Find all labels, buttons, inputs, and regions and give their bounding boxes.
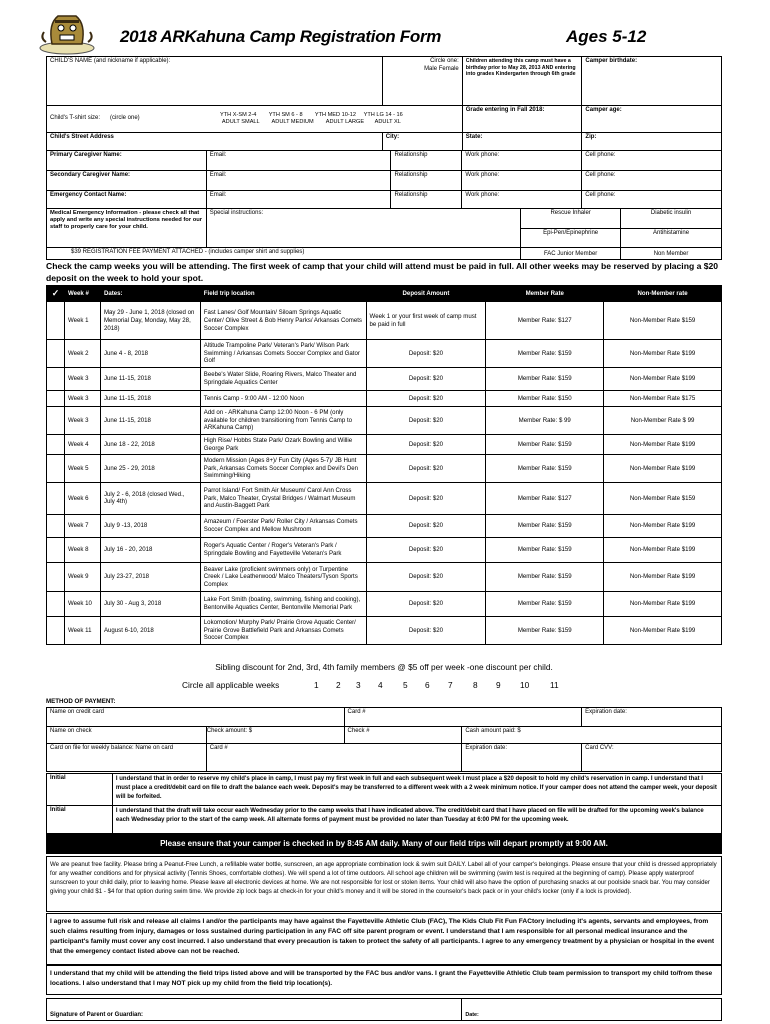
primary-email-field[interactable]: Email: (206, 151, 391, 171)
week-dates: June 4 - 8, 2018 (100, 340, 200, 368)
initial-2-text: I understand that the draft will take occur each Wednesday prior to the camp weeks that I have indicated above. The credit/debit card that I have placed on file will be drafted for the upcoming week's balance each Wednesday prior to the start of the camp week. All alternate forms of payment must be provided no later than Tuesday at 6:00 PM for the upcoming week. (112, 806, 721, 834)
week-dates: July 30 - Aug 3, 2018 (100, 591, 200, 616)
week-checkbox[interactable] (47, 514, 65, 537)
secondary-relationship-field[interactable]: Relationship (391, 171, 462, 191)
primary-work-phone-field[interactable]: Work phone: (462, 151, 582, 171)
transport-permission: I understand that my child will be attending the field trips listed above and will be transported by the FAC bus and/or vans. I grant the Fayetteville Athletic Club team permission to transport my child to/from these locations. I also understand that I may NOT pick up my child from the field trip location(s). (46, 965, 722, 995)
check-number-field[interactable]: Check # (344, 727, 462, 744)
week-row (47, 340, 722, 368)
check-amount-field[interactable]: Check amount: $ (206, 727, 344, 744)
week-row (47, 591, 722, 616)
weeks-table (46, 285, 722, 645)
nonmember-rate: Non-Member Rate $199 (604, 514, 722, 537)
cash-paid-field[interactable]: Cash amount paid: $ (462, 727, 722, 744)
week-checkbox[interactable] (47, 482, 65, 514)
week-checkbox[interactable] (47, 537, 65, 562)
field-trip-location: Beebe's Water Slide, Roaring Rivers, Malco Theater and Springdale Aquatics Center (200, 368, 366, 391)
trip-header: Field trip location (200, 286, 366, 302)
camper-age-field[interactable]: Camper age: (582, 106, 722, 133)
member-rate: Member Rate: $ 99 (486, 407, 604, 435)
week-checkbox[interactable] (47, 562, 65, 591)
signature-field[interactable]: Signature of Parent or Guardian: (47, 999, 462, 1021)
nonmember-rate: Non-Member Rate $ 99 (604, 407, 722, 435)
antihistamine-checkbox[interactable]: Antihistamine (621, 229, 722, 248)
week-row (47, 562, 722, 591)
nonmember-rate: Non-Member Rate $199 (604, 591, 722, 616)
emergency-contact-field[interactable]: Emergency Contact Name: (47, 191, 207, 209)
primary-caregiver-field[interactable]: Primary Caregiver Name: (47, 151, 207, 171)
nonmember-rate: Non-Member Rate $159 (604, 482, 722, 514)
week-header: Week # (64, 286, 100, 302)
nonmember-rate: Non-Member Rate $199 (604, 340, 722, 368)
week-number: Week 6 (64, 482, 100, 514)
diabetic-insulin-checkbox[interactable]: Diabetic insulin (621, 209, 722, 229)
member-rate: Member Rate: $159 (486, 591, 604, 616)
primary-relationship-field[interactable]: Relationship (391, 151, 462, 171)
circle-week-6[interactable]: 6 (425, 680, 430, 690)
nonmember-rate: Non-Member Rate $199 (604, 434, 722, 454)
member-rate: Member Rate: $159 (486, 455, 604, 483)
week-row (47, 616, 722, 644)
signature-table (46, 998, 722, 1021)
nonmember-rate: Non-Member Rate $175 (604, 391, 722, 407)
week-number: Week 9 (64, 562, 100, 591)
week-number: Week 11 (64, 616, 100, 644)
circle-week-2[interactable]: 2 (336, 680, 341, 690)
circle-week-11[interactable]: 11 (550, 680, 559, 690)
week-number: Week 4 (64, 434, 100, 454)
week-dates: May 29 - June 1, 2018 (closed on Memorial Day, Monday, May 28, 2018) (100, 302, 200, 340)
week-row (47, 368, 722, 391)
nonmember-rate: Non-Member Rate $199 (604, 368, 722, 391)
week-number: Week 7 (64, 514, 100, 537)
nonmember-rate: Non-Member Rate $199 (604, 616, 722, 644)
week-dates: June 11-15, 2018 (100, 407, 200, 435)
nonmember-rate-header: Non-Member rate (604, 286, 722, 302)
deposit-amount: Deposit: $20 (366, 537, 486, 562)
field-trip-location: Amazeum / Foerster Park/ Roller City / Arkansas Comets Soccer Complex and Mellow Mushroom (200, 514, 366, 537)
city-field[interactable]: City: (382, 133, 462, 151)
check-name-field[interactable]: Name on check (47, 727, 207, 744)
week-row (47, 302, 722, 340)
primary-cell-phone-field[interactable]: Cell phone: (582, 151, 722, 171)
circle-weeks-label: Circle all applicable weeks (182, 680, 280, 690)
circle-week-3[interactable]: 3 (356, 680, 361, 690)
secondary-caregiver-field[interactable]: Secondary Caregiver Name: (47, 171, 207, 191)
field-trip-location: Tennis Camp - 9:00 AM - 12:00 Noon (200, 391, 366, 407)
week-row (47, 434, 722, 454)
week-dates: June 25 - 29, 2018 (100, 455, 200, 483)
week-checkbox[interactable] (47, 302, 65, 340)
checkin-banner: Please ensure that your camper is checked in by 8:45 AM daily. Many of our field trips will depart promptly at 9:00 AM. (46, 834, 722, 854)
nonmember-rate: Non-Member Rate $199 (604, 537, 722, 562)
deposit-header: Deposit Amount (366, 286, 486, 302)
week-checkbox[interactable] (47, 455, 65, 483)
gender-field[interactable]: Circle one: Male Female (382, 57, 462, 106)
week-instructions: Check the camp weeks you will be attending. The first week of camp that your child will attend must be paid in full. All other weeks may be reserved by placing a $20 deposit on the week to hold your spot. (46, 261, 719, 283)
deposit-amount: Deposit: $20 (366, 391, 486, 407)
age-range: Ages 5-12 (566, 27, 647, 46)
circle-week-8[interactable]: 8 (473, 680, 478, 690)
circle-week-7[interactable]: 7 (448, 680, 453, 690)
dates-header: Dates: (100, 286, 200, 302)
deposit-amount: Deposit: $20 (366, 340, 486, 368)
check-header: ✓ (47, 286, 65, 302)
registration-fee-note: $39 REGISTRATION FEE PAYMENT ATTACHED - (includes camper shirt and supplies) (47, 248, 521, 260)
tiki-mascot-icon (38, 10, 96, 56)
field-trip-location: Altitude Trampoline Park/ Veteran's Park/ Wilson Park Swimming / Arkansas Comets Soccer Complex and Gator Golf (200, 340, 366, 368)
week-dates: June 11-15, 2018 (100, 391, 200, 407)
deposit-amount: Deposit: $20 (366, 368, 486, 391)
cvv-field[interactable]: Card CVV: (582, 744, 722, 772)
initial-1-field[interactable]: Initial (47, 774, 113, 806)
deposit-amount: Deposit: $20 (366, 434, 486, 454)
payment-table (46, 707, 722, 772)
special-instructions-field[interactable]: Special instructions: (206, 209, 520, 248)
non-member-checkbox[interactable]: Non Member (621, 248, 722, 260)
member-rate: Member Rate: $159 (486, 616, 604, 644)
week-checkbox[interactable] (47, 407, 65, 435)
week-number: Week 10 (64, 591, 100, 616)
child-info-table (46, 56, 722, 151)
nonmember-rate: Non-Member Rate $199 (604, 562, 722, 591)
circle-week-1[interactable]: 1 (314, 680, 319, 690)
deposit-amount: Deposit: $20 (366, 407, 486, 435)
member-rate: Member Rate: $159 (486, 434, 604, 454)
week-number: Week 2 (64, 340, 100, 368)
grade-field[interactable]: Grade entering in Fall 2018: (462, 106, 582, 133)
deposit-amount: Deposit: $20 (366, 455, 486, 483)
card-number-field[interactable]: Card # (344, 708, 582, 727)
card-on-file-expiration-field[interactable]: Expiration date: (462, 744, 582, 772)
form-header (0, 4, 770, 56)
week-checkbox[interactable] (47, 391, 65, 407)
week-row (47, 455, 722, 483)
weeks-header-row (47, 286, 722, 302)
liability-waiver: I agree to assume full risk and release all claims I and/or the participants may have against the Fayetteville Athletic Club (FAC), The Kids Club Fit Fun FACtory including it's agents, servants and employees, from such claims resulting from injury, damages or loss sustained during participation in any FAC off site parent program or event. I understand that I am responsible for all personal medical insurance and the participant's family must cover any cost incurred. I also understand that every precaution is taken to protect the safety of all participants. I agree to any emergency treatment by a physician or hospital in the event that the emergency contact listed above can not be reached. (46, 913, 722, 965)
week-checkbox[interactable] (47, 368, 65, 391)
state-field[interactable]: State: (462, 133, 582, 151)
week-number: Week 3 (64, 407, 100, 435)
week-checkbox[interactable] (47, 434, 65, 454)
expiration-field[interactable]: Expiration date: (582, 708, 722, 727)
week-number: Week 1 (64, 302, 100, 340)
payment-method-label: METHOD OF PAYMENT: (46, 698, 116, 705)
deposit-amount: Deposit: $20 (366, 616, 486, 644)
field-trip-location: Modern Mission (Ages 8+)/ Fun City (Ages 5-7)/ JB Hunt Park, Arkansas Comets Soccer Complex and Devil's Den Swimming/Hiking (200, 455, 366, 483)
field-trip-location: Lokomotion/ Murphy Park/ Prairie Grove Aquatic Center/ Prairie Grove Battlefield Park and Arkansas Comets Soccer Complex (200, 616, 366, 644)
initial-1-text: I understand that in order to reserve my child's place in camp, I must pay my first week in full and each subsequent week I must place a $20 deposit to hold my child's reservation in camp. I understand that I must place a credit/debit card on file to draft the balance each week. Deposit's may be transferred to a different week with a 2 week minimum notice. If your camper does not attend the camper week, your deposit will be forfeited. (112, 774, 721, 806)
field-trip-location: Beaver Lake (proficient swimmers only) or Turpentine Creek / Lake Leatherwood/ Malco Theaters/Tyson Sports Complex (200, 562, 366, 591)
child-name-field[interactable]: CHILD'S NAME (and nickname if applicable): (47, 57, 383, 106)
field-trip-location: Roger's Aquatic Center / Roger's Veteran's Park / Springdale Bowling and Fayetteville Veteran's Park (200, 537, 366, 562)
week-number: Week 3 (64, 391, 100, 407)
card-on-file-number-field[interactable]: Card # (206, 744, 462, 772)
secondary-email-field[interactable]: Email: (206, 171, 391, 191)
week-number: Week 8 (64, 537, 100, 562)
initial-2-field[interactable]: Initial (47, 806, 113, 834)
field-trip-location: Add on - ARKahuna Camp 12:00 Noon - 6 PM (only available for children transitioning from Tennis Camp to ARKahuna Camp) (200, 407, 366, 435)
week-dates: August 6-10, 2018 (100, 616, 200, 644)
deposit-amount: Deposit: $20 (366, 482, 486, 514)
member-rate: Member Rate: $127 (486, 302, 604, 340)
emergency-email-field[interactable]: Email: (206, 191, 391, 209)
circle-week-10[interactable]: 10 (520, 680, 530, 690)
address-field[interactable]: Child's Street Address (47, 133, 383, 151)
secondary-cell-phone-field[interactable]: Cell phone: (582, 171, 722, 191)
emergency-relationship-field[interactable]: Relationship (391, 191, 462, 209)
week-number: Week 5 (64, 455, 100, 483)
week-checkbox[interactable] (47, 591, 65, 616)
field-trip-location: Lake Fort Smith (boating, swimming, fishing and cooking), Bentonville Aquatics Center, Bentonville Memorial Park (200, 591, 366, 616)
member-rate: Member Rate: $150 (486, 391, 604, 407)
member-rate: Member Rate: $159 (486, 340, 604, 368)
sibling-discount: Sibling discount for 2nd, 3rd, 4th family members @ $5 off per week -one discount per child. (215, 662, 553, 672)
card-on-file-field[interactable]: Card on file for weekly balance: Name on card (47, 744, 207, 772)
week-dates: June 18 - 22, 2018 (100, 434, 200, 454)
week-row (47, 391, 722, 407)
eligibility-note: Children attending this camp must have a birthday prior to May 28, 2013 AND entering into grades Kindergarten through 6th grade (462, 57, 582, 106)
birthdate-field[interactable]: Camper birthdate: (582, 57, 722, 106)
member-rate-header: Member Rate (486, 286, 604, 302)
nonmember-rate: Non-Member Rate $159 (604, 302, 722, 340)
caregiver-table (46, 150, 722, 209)
circle-week-4[interactable]: 4 (378, 680, 383, 690)
deposit-amount: Deposit: $20 (366, 514, 486, 537)
deposit-amount: Week 1 or your first week of camp must be paid in full (366, 302, 486, 340)
week-dates: July 2 - 6, 2018 (closed Wed., July 4th) (100, 482, 200, 514)
circle-week-5[interactable]: 5 (403, 680, 408, 690)
shirt-size-field[interactable]: Child's T-shirt size: (circle one) YTH X-SM 2-4 YTH SM 6 - 8 YTH MED 10-12 YTH LG 14 - 16 ADULT SMALL ADULT MEDIUM ADULT LARGE ADULT XL (47, 106, 463, 133)
week-dates: July 23-27, 2018 (100, 562, 200, 591)
circle-week-9[interactable]: 9 (496, 680, 501, 690)
week-row (47, 482, 722, 514)
rescue-inhaler-checkbox[interactable]: Rescue Inhaler (521, 209, 621, 229)
emergency-cell-phone-field[interactable]: Cell phone: (582, 191, 722, 209)
deposit-amount: Deposit: $20 (366, 562, 486, 591)
field-trip-location: High Rise/ Hobbs State Park/ Ozark Bowling and Willie George Park (200, 434, 366, 454)
fac-member-checkbox[interactable]: FAC Junior Member (521, 248, 621, 260)
zip-field[interactable]: Zip: (582, 133, 722, 151)
member-rate: Member Rate: $127 (486, 482, 604, 514)
emergency-work-phone-field[interactable]: Work phone: (462, 191, 582, 209)
field-trip-location: Fast Lanes/ Golf Mountain/ Siloam Springs Aquatic Center/ Olive Street & Bob Henry Parks/ Arkansas Comets Soccer Complex (200, 302, 366, 340)
week-dates: July 16 - 20, 2018 (100, 537, 200, 562)
week-dates: June 11-15, 2018 (100, 368, 200, 391)
form-title: 2018 ARKahuna Camp Registration Form (120, 27, 442, 46)
member-rate: Member Rate: $159 (486, 514, 604, 537)
peanut-free-notice: We are peanut free facility. Please bring a Peanut-Free Lunch, a refillable water bottle, sunscreen, an age appropriate combination lock & swim suit DAILY. Label all of your camper's belongings. Please ensure that your child is dressed appropriately for any weather conditions and for physical activity (Tennis Shoes, comfortable clothes). We will spend a lot of time outdoors. All school age children will be swimming (swim test is required at the beginning of camp). Please apply waterproof sunscreen to your child daily, prior to leaving home. Please leave all electronic devices at home. We are not responsible for lost or stolen items. Your child will also have the option of purchasing snacks at our poolside snack bar. You may consider giving your child $1 - $4 for that option during swim time. We provide zip lock bags at check-in for your child's money and it will be stored in the counselor's back pack or in your child's locker (only if a lock is provided). (46, 856, 722, 912)
medical-info-label: Medical Emergency Information - please check all that apply and write any special instructions needed for our staff to properly care for your child. (47, 209, 207, 248)
nonmember-rate: Non-Member Rate $199 (604, 455, 722, 483)
date-field[interactable]: Date: (462, 999, 722, 1021)
week-dates: July 9 -13, 2018 (100, 514, 200, 537)
member-rate: Member Rate: $159 (486, 368, 604, 391)
week-checkbox[interactable] (47, 340, 65, 368)
member-rate: Member Rate: $159 (486, 562, 604, 591)
medical-table (46, 208, 722, 260)
initials-table (46, 773, 722, 834)
week-row (47, 514, 722, 537)
member-rate: Member Rate: $159 (486, 537, 604, 562)
week-row (47, 537, 722, 562)
deposit-amount: Deposit: $20 (366, 591, 486, 616)
field-trip-location: Parrot Island/ Fort Smith Air Museum/ Carol Ann Cross Park, Malco Theater, Crystal Bridges / Walmart Museum and Austin-Baggett Park (200, 482, 366, 514)
epipen-checkbox[interactable]: Epi-Pen/Epinephrine (521, 229, 621, 248)
week-number: Week 3 (64, 368, 100, 391)
week-row (47, 407, 722, 435)
credit-card-name-field[interactable]: Name on credit card (47, 708, 345, 727)
week-checkbox[interactable] (47, 616, 65, 644)
secondary-work-phone-field[interactable]: Work phone: (462, 171, 582, 191)
